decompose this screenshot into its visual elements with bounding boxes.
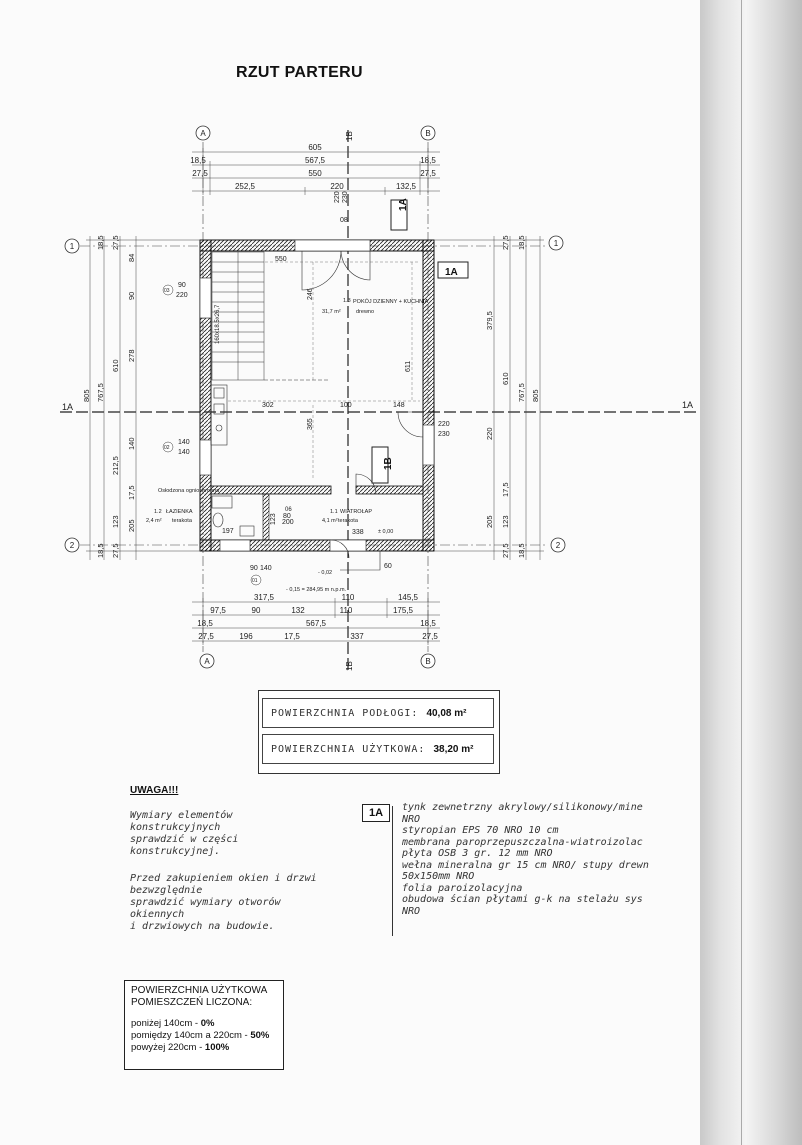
dim: 27,5: [501, 543, 510, 558]
axis-label: 2: [69, 541, 75, 550]
dim: 175,5: [392, 606, 414, 615]
room-name: WIATROŁAP: [340, 509, 372, 515]
level-mark: - 0,02: [318, 570, 333, 576]
dim: 27,5: [198, 632, 214, 641]
axis-label: 1: [553, 239, 559, 248]
opening-label: 90: [178, 282, 186, 289]
rule-row: [131, 1018, 277, 1030]
kitchen-counter: [211, 385, 227, 445]
dim: 123: [270, 513, 277, 525]
dim: 27,5: [192, 169, 208, 178]
dim: 84: [127, 253, 136, 262]
section-mark: 1A: [62, 402, 74, 412]
dim: 805: [531, 389, 540, 402]
room-name: POKÓJ DZIENNY + KUCHNIA: [353, 299, 429, 305]
dim: 205: [485, 515, 494, 528]
dim: 379,5: [485, 311, 494, 330]
section-mark: 1A: [682, 400, 694, 410]
dim: 27,5: [422, 632, 438, 641]
room-area: 2,4 m²: [146, 518, 162, 524]
dim: 140: [127, 437, 136, 450]
usable-area-rules: [124, 980, 284, 1070]
dim: 132,5: [395, 182, 417, 191]
dim: 567,5: [305, 619, 327, 628]
opening-no: 02: [164, 445, 170, 451]
opening-no: 03: [164, 288, 170, 294]
dim: 27,5: [111, 235, 120, 250]
section-tag-text: 1A: [398, 198, 409, 211]
layer-line: płyta OSB 3 gr. 12 mm NRO: [402, 848, 553, 859]
dim: 317,5: [253, 593, 275, 602]
opening-label: 140: [260, 565, 272, 572]
leader-line: [392, 806, 393, 936]
rule-text: pomiędzy 140cm a 220cm -: [131, 1030, 251, 1041]
dim: 18,5: [420, 619, 436, 628]
opening-label: 220: [176, 292, 188, 299]
section-tag-text: 1B: [383, 457, 394, 470]
layer-line: folia paroizolacyjna: [402, 882, 523, 894]
layer-line: NRO: [402, 905, 421, 917]
dim: 767,5: [96, 383, 105, 402]
room-number: 1.2: [154, 509, 162, 515]
layer-line: wełna mineralna gr 15 cm NRO/ stupy drewn: [402, 859, 649, 871]
dim: 365: [307, 418, 314, 430]
dim: 338: [352, 529, 364, 536]
dim: 100: [340, 402, 352, 409]
dim: 567,5: [304, 156, 326, 165]
layer-line: styropian EPS 70 NRO 10 cm: [402, 825, 559, 836]
rule-row: [131, 1042, 277, 1054]
room-floor: terakota: [172, 518, 192, 524]
note-line: bezwzględnie: [130, 885, 203, 896]
dim: 148: [393, 402, 405, 409]
opening-label: 200: [282, 519, 294, 526]
opening-no: 01: [252, 578, 258, 584]
dim: 18,5: [96, 235, 105, 250]
dim: 18,5: [96, 543, 105, 558]
rule-percent: 0%: [200, 1018, 215, 1029]
dim: 17,5: [127, 485, 136, 500]
usable-area-value: 38,20 m²: [433, 743, 474, 755]
rule-text: powyżej 220cm -: [131, 1042, 205, 1053]
section-lines: [60, 130, 700, 670]
opening-no: 06: [285, 507, 292, 513]
dim: 212,5: [111, 456, 120, 475]
note-line: Przed zakupieniem okien i drzwi: [130, 873, 317, 884]
wall-layers-list: [402, 802, 700, 917]
axis-label: A: [204, 657, 210, 666]
room-floor: drewno: [356, 309, 375, 315]
note-dimensions: [130, 810, 238, 858]
rules-title: POWIERZCHNIA UŻYTKOWA: [131, 985, 268, 996]
layer-line: obudowa ścian płytami g-k na stelażu sys: [402, 894, 643, 905]
dim: 18,5: [420, 156, 436, 165]
opening-label: 140: [178, 439, 190, 446]
axis-label: 2: [555, 541, 561, 550]
dim: 90: [251, 606, 261, 615]
dim: 27,5: [501, 235, 510, 250]
note-openings: [130, 873, 317, 933]
dim: 110: [339, 606, 353, 615]
dim: 27,5: [111, 543, 120, 558]
floor-area-row: [262, 698, 494, 728]
dim: 18,5: [190, 156, 206, 165]
dim: 123: [501, 515, 510, 528]
dim: 18,5: [517, 543, 526, 558]
stairs-label: 160x18.5x26,7: [215, 304, 221, 344]
dim: 550: [275, 256, 287, 263]
dim: 97,5: [210, 606, 226, 615]
rule-text: poniżej 140cm -: [131, 1018, 201, 1029]
dim: 805: [82, 389, 91, 402]
note-line: okiennych: [130, 909, 185, 920]
level-mark: ± 0,00: [378, 529, 394, 535]
note-line: konstrukcyjnych: [130, 822, 221, 833]
dim: 123: [111, 515, 120, 528]
grid-lines: [80, 142, 545, 652]
section-tag-text: 1A: [445, 267, 458, 278]
opening-label: 230: [438, 431, 450, 438]
room-floor: terakota: [338, 518, 358, 524]
opening-label: 220: [438, 421, 450, 428]
rules-subtitle: POMIESZCZEŃ LICZONA:: [131, 997, 253, 1008]
room-area: 31,7 m²: [322, 309, 341, 315]
floor-area-label: POWIERZCHNIA PODŁOGI:: [271, 707, 419, 719]
dim: 110: [341, 593, 355, 602]
dim: 132: [291, 606, 305, 615]
layer-line: NRO: [402, 813, 421, 825]
axis-label: B: [425, 129, 431, 138]
drawing-title: RZUT PARTERU: [236, 64, 363, 81]
dim: 610: [111, 359, 120, 372]
usable-area-label: POWIERZCHNIA UŻYTKOWA:: [271, 743, 426, 755]
room-name: ŁAZIENKA: [166, 509, 193, 515]
note-line: konstrukcyjnej.: [130, 846, 221, 857]
dim: 220: [485, 427, 494, 440]
rule-percent: 50%: [250, 1030, 270, 1041]
opening-label: 220: [334, 191, 341, 203]
opening-no: 08: [340, 217, 348, 224]
dim: 337: [350, 632, 364, 641]
floor-area-value: 40,08 m²: [426, 707, 467, 719]
opening-label: 90: [250, 565, 258, 572]
dim: 205: [127, 519, 136, 532]
note-label: Osłodzona ogniochronna: [158, 488, 220, 494]
stairs: [212, 252, 330, 380]
layer-line: tynk zewnetrzny akrylowy/silikonowy/mine: [402, 802, 643, 813]
dim: 550: [308, 169, 322, 178]
dim: 17,5: [284, 632, 300, 641]
room-number: 1.1: [330, 509, 338, 515]
dim: 605: [308, 143, 322, 152]
dim: 252,5: [234, 182, 256, 191]
dim: 246: [307, 288, 314, 300]
dim: 767,5: [517, 383, 526, 402]
level-mark: - 0,15 = 284,95 m n.p.m.: [286, 587, 347, 593]
dim: 196: [239, 632, 253, 641]
room-area: 4,1 m²: [322, 518, 338, 524]
walls: [200, 240, 434, 551]
dim: 145,5: [397, 593, 419, 602]
layer-line: 50x150mm NRO: [402, 871, 475, 882]
dim: 17,5: [501, 482, 510, 497]
opening-label: 80: [283, 513, 291, 520]
dim: 60: [384, 563, 392, 570]
rule-row: [131, 1030, 277, 1042]
dim: 278: [127, 349, 136, 362]
note-line: Wymiary elementów: [130, 810, 233, 821]
section-mark: 1B: [345, 661, 354, 671]
note-line: i drzwiowych na budowie.: [130, 921, 275, 932]
axis-label: A: [200, 129, 206, 138]
note-line: sprawdzić w części: [130, 834, 239, 845]
dim: 197: [222, 528, 234, 535]
dim: 18,5: [517, 235, 526, 250]
axis-label: B: [425, 657, 431, 666]
dim: 27,5: [420, 169, 436, 178]
note-line: sprawdzić wymiary otworów: [130, 897, 281, 908]
dim: 610: [501, 372, 510, 385]
dim: 90: [127, 291, 136, 300]
dim: 302: [262, 402, 274, 409]
wall-type-tag: 1A: [362, 804, 390, 822]
axis-label: 1: [69, 242, 75, 251]
opening-label: 140: [178, 449, 190, 456]
dims-right: [434, 236, 544, 560]
layer-line: membrana paroprzepuszczalna-wiatroizolac: [402, 836, 643, 848]
dim: 611: [405, 360, 412, 372]
dim: 220: [330, 182, 344, 191]
dim: 18,5: [197, 619, 213, 628]
opening-label: 230: [342, 191, 349, 203]
rule-percent: 100%: [204, 1042, 230, 1053]
usable-area-row: [262, 734, 494, 764]
warning-title: UWAGA!!!: [130, 785, 179, 796]
section-mark: 1B: [345, 131, 354, 141]
room-number: 1.3: [343, 298, 351, 304]
